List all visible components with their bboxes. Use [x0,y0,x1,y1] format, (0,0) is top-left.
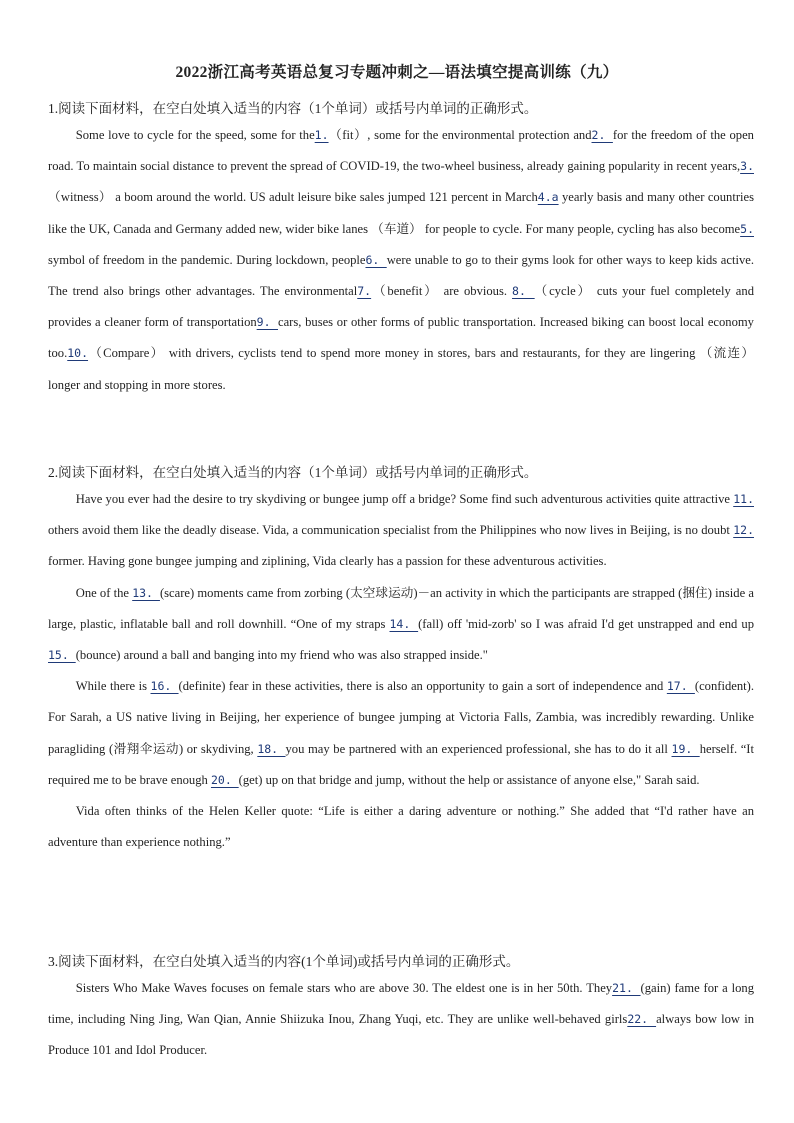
answer-blank[interactable]: 22. [627,1012,657,1027]
answer-blank[interactable]: 17. [666,679,695,694]
answer-blank[interactable]: 20. [210,772,239,787]
passage-text: (scare) moments came from zorbing (太空球运动)－an activity in which the participants are strapped (捆住) inside a large, plastic, inflatable ball and roll downhill. “One of my straps [48,585,754,631]
passage-paragraph [48,120,754,401]
passage-paragraph [48,796,754,858]
passage-paragraph [48,973,754,1067]
answer-blank[interactable]: 10. [67,346,89,361]
passage-text: (get) up on that bridge and jump, without the help or assistance of anyone else," Sarah said. [238,772,700,787]
passage-text: yearly basis and many other countries like the UK, Canada and Germany added new, wider bike lanes （车道） for people to cycle. For many people, cycling has also become [48,190,754,236]
passage-text: （fit）, some for the environmental protection and [328,128,592,142]
passage-text: Sisters Who Make Waves focuses on female stars who are above 30. The eldest one is in her 50th. They [75,981,613,995]
answer-blank[interactable]: 4.a [537,190,559,205]
section-3-body [48,973,754,1067]
answer-blank[interactable]: 3. [740,159,754,174]
page-title: 2022浙江高考英语总复习专题冲刺之—语法填空提高训练（九） [175,64,619,81]
section-3-heading: 3.阅读下面材料，在空白处填入适当的内容(1个单词)或括号内单词的正确形式。 [48,954,520,969]
passage-text: (confident). For Sarah, a US native living in Beijing, her experience of bungee jumping at Victoria Falls, Zambia, was incredibly rewarding. Unlike paragliding (滑翔伞运动) or skydiving, [48,679,754,756]
answer-blank[interactable]: 15. [48,648,76,663]
passage-text: symbol of freedom in the pandemic. During lockdown, people [48,252,366,267]
answer-blank[interactable]: 21. [612,981,641,995]
passage-text: （Compare） with drivers, cyclists tend to spend more money in stores, bars and restaurants, for they are lingering （流连）longer and stopping in more stores. [48,346,754,392]
passage-text: One of the [75,585,133,600]
passage-text: Vida often thinks of the Helen Keller quote: “Life is either a daring adventure or nothing.” She added that “I'd rather have an adventure than experience nothing.” [48,804,754,850]
answer-blank[interactable]: 6. [365,252,387,267]
passage-paragraph [48,578,754,672]
answer-blank[interactable]: 5. [740,221,754,236]
section-2-heading: 2.阅读下面材料，在空白处填入适当的内容（1个单词）或括号内单词的正确形式。 [48,465,538,480]
passage-paragraph [48,671,754,796]
passage-text: While there is [75,679,151,694]
passage-text: （cycle） cuts your fuel completely and provides a cleaner form of transportation [48,284,754,330]
answer-blank[interactable]: 16. [150,679,179,694]
passage-text: former. Having gone bungee jumping and ziplining, Vida clearly has a passion for these adventurous activities. [48,554,607,569]
passage-text: herself. “It required me to be brave enough [48,741,755,787]
passage-paragraph [48,484,754,578]
answer-blank[interactable]: 7. [357,284,372,299]
passage-text: (fall) off 'mid-zorb' so I was afraid I'd get unstrapped and end up [418,616,754,631]
passage-text: Have you ever had the desire to try skydiving or bungee jump off a bridge? Some find such adventurous activities quite attractive [75,492,734,506]
section-1-heading: 1.阅读下面材料，在空白处填入适当的内容（1个单词）或括号内单词的正确形式。 [48,101,538,116]
answer-blank[interactable]: 13. [132,585,160,600]
passage-text: for the freedom of the open road. To maintain social distance to prevent the spread of COVID-19, the two-wheel business, already gaining popularity in recent years, [48,128,754,174]
passage-text: (definite) fear in these activities, there is also an opportunity to gain a sort of independence and [178,679,667,694]
passage-text: (gain) fame for a long time, including Ning Jing, Wan Qian, Annie Shiizuka Inou, Zhang Yuqi, etc. They are unlike well-behaved girls [48,981,754,1027]
answer-blank[interactable]: 18. [257,741,286,756]
passage-text: Some love to cycle for the speed, some for the [75,128,315,142]
passage-text: （benefit） are obvious. [371,284,513,299]
passage-text: （witness） a boom around the world. US adult leisure bike sales jumped 121 percent in March [48,190,538,205]
answer-blank[interactable]: 1. [314,128,329,142]
passage-text: you may be partnered with an experienced professional, she has to do it all [285,741,672,756]
passage-text: always bow low in Produce 101 and Idol Producer. [48,1012,754,1058]
answer-blank[interactable]: 19. [671,741,700,756]
answer-blank[interactable]: 2. [591,128,613,142]
passage-text: others avoid them like the deadly disease. Vida, a communication specialist from the Philippines who now lives in Beijing, is no doubt [48,523,734,538]
section-2-body [48,484,754,858]
answer-blank[interactable]: 14. [389,616,419,631]
passage-text: cars, buses or other forms of public transportation. Increased biking can boost local economy too. [48,315,754,361]
answer-blank[interactable]: 12. [733,523,754,538]
section-1-body [48,120,754,401]
answer-blank[interactable]: 8. [512,284,535,299]
passage-text: were unable to go to their gyms look for other ways to keep kids active. The trend also brings other advantages. The environmental [48,252,754,299]
answer-blank[interactable]: 11. [733,492,754,506]
answer-blank[interactable]: 9. [256,315,278,330]
passage-text: (bounce) around a ball and banging into my friend who was also strapped inside." [75,648,488,663]
